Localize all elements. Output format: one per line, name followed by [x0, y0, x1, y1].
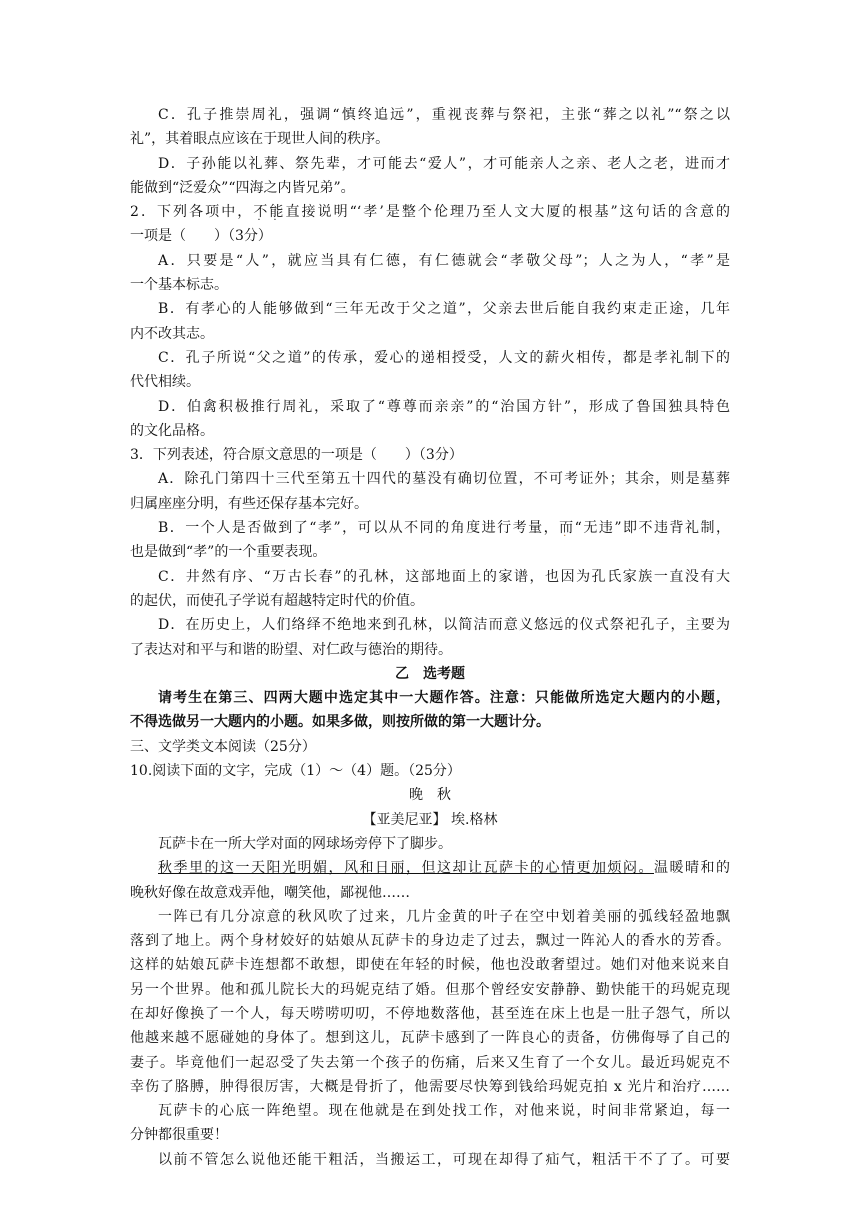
q2-option-b-line1: B．有孝心的人能够做到“三年无改于父之道”，父亲去世后能自我约束走正途，几年 [158, 301, 730, 318]
exam-page [130, 103, 730, 1172]
q3-option-d-line1: D．在历史上，人们络绎不绝地来到孔林，以简洁而意义悠远的仪式祭祀孔子，主要为 [158, 617, 730, 634]
q3-option-c-line1: C．井然有序、“万古长春”的孔林，这部地面上的家谱，也因为孔氏家族一直没有大 [158, 568, 730, 585]
q10-stem: 10.阅读下面的文字，完成（1）～（4）题。（25分） [130, 763, 461, 780]
part3-heading: 三、文学类文本阅读（25分） [130, 738, 316, 755]
section-b-note-line1: 请考生在第三、四两大题中选定其中一大题作答。注意：只能做所选定大题内的小题， [158, 690, 730, 707]
q2-option-d-line2: 的文化品格。 [130, 422, 214, 439]
q3-stem: 3．下列表述，符合原文意思的一项是（ ）（3分） [130, 447, 463, 464]
q2-stem-text: 2．下列各项中， [130, 204, 254, 221]
story-paragraph-3-line7: 妻子。毕竟他们一起忍受了失去第一个孩子的伤痛，后来又生育了一个女儿。最近玛妮克不 [130, 1054, 730, 1071]
story-paragraph-3-line1: 一阵已有几分凉意的秋风吹了过来，几片金黄的叶子在空中划着美丽的弧线轻盈地飘 [158, 908, 730, 925]
story-paragraph-3-line6: 他越来越不愿碰她的身体了。想到这儿，瓦萨卡感到了一阵良心的责备，仿佛侮辱了自己的 [130, 1030, 730, 1047]
underlined-sentence: 秋季里的这一天阳光明媚，风和日丽，但这却让瓦萨卡的心情更加烦闷。 [158, 860, 654, 877]
story-author: 【亚美尼亚】 埃.格林 [362, 811, 498, 828]
q2-stem-line1 [130, 200, 730, 224]
section-b-note-line2: 不得选做另一大题内的小题。如果多做，则按所做的第一大题计分。 [130, 714, 550, 731]
story-paragraph-1: 瓦萨卡在一所大学对面的网球场旁停下了脚步。 [158, 835, 452, 852]
story-paragraph-5-line1: 以前不管怎么说他还能干粗活，当搬运工，可现在却得了疝气，粗活干不了了。可要 [158, 1151, 730, 1168]
story-text: 温暖晴和的 [654, 860, 730, 877]
story-paragraph-4-line2: 分钟都很重要！ [130, 1127, 228, 1144]
story-paragraph-3-line8: 幸伤了胳膊，肿得很厉害，大概是骨折了，他需要尽快筹到钱给玛妮克拍 x 光片和治疗…… [130, 1078, 730, 1095]
section-b-title: 乙 选考题 [395, 665, 465, 682]
q1-option-d-line1: D．子孙能以礼葬、祭先辈，才可能去“爱人”，才可能亲人之亲、老人之老，进而才 [158, 155, 730, 172]
q1-option-d-line2: 能做到“泛爱众”“四海之内皆兄弟”。 [130, 179, 355, 196]
story-paragraph-2-line1 [130, 856, 730, 880]
q3-option-c-line2: 的起伏，而使孔子学说有超越特定时代的价值。 [130, 592, 424, 609]
emphasis-char: 而 [559, 520, 575, 537]
story-paragraph-3-line4: 另一个世界。他和孤儿院长大的玛妮克结了婚。但那个曾经安安静静、勤快能干的玛妮克现 [130, 981, 730, 998]
q3-option-b-text: B．一个人是否做到了“孝”，可以从不同的角度进行考量， [158, 520, 560, 537]
story-paragraph-4-line1: 瓦萨卡的心底一阵绝望。现在他就是在到处找工作，对他来说，时间非常紧迫，每一 [158, 1103, 730, 1120]
q3-option-a-line1: A．除孔门第四十三代至第五十四代的墓没有确切位置，不可考证外；其余，则是墓葬 [158, 471, 730, 488]
q2-stem-text: 直接说明“‘孝’是整个伦理乃至人文大厦的根基”这句话的含意的 [285, 204, 731, 221]
emphasis-char: 不 [253, 204, 270, 221]
q2-option-c-line2: 代代相续。 [130, 374, 200, 391]
story-paragraph-3-line3: 这样的姑娘瓦萨卡连想都不敢想，即使在年轻的时候，他也没敢奢望过。她们对他来说来自 [130, 957, 730, 974]
q3-option-b-line2: 也是做到“孝”的一个重要表现。 [130, 544, 327, 561]
story-paragraph-2-line2: 晚秋好像在故意戏弄他，嘲笑他，鄙视他…… [130, 884, 410, 901]
story-title: 晚 秋 [409, 787, 451, 804]
story-paragraph-3-line2: 落到了地上。两个身材姣好的姑娘从瓦萨卡的身边走了过去，飘过一阵沁人的香水的芳香。 [130, 933, 730, 950]
q2-option-c-line1: C．孔子所说“父之道”的传承，爱心的递相授受，人文的薪火相传，都是孝礼制下的 [158, 349, 730, 366]
q2-option-d-line1: D．伯禽积极推行周礼，采取了“尊尊而亲亲”的“治国方针”，形成了鲁国独具特色 [158, 398, 730, 415]
q2-stem-line2: 一项是（ ）（3分） [130, 228, 272, 245]
q2-option-a-line1: A．只要是“人”，就应当具有仁德，有仁德就会“孝敬父母”；人之为人，“孝”是 [158, 252, 730, 269]
story-paragraph-3-line5: 在却好像换了一个人，每天唠唠叨叨，不停地数落他，甚至连在床上也是一肚子怨气，所以 [130, 1005, 730, 1022]
q3-option-a-line2: 归属座座分明，有些还保存基本完好。 [130, 495, 368, 512]
emphasis-char: 能 [269, 204, 286, 221]
q1-option-c-line1: C．孔子推崇周礼，强调“慎终追远”，重视丧葬与祭祀，主张“葬之以礼”“祭之以 [158, 107, 730, 123]
q3-option-b-line1 [130, 516, 730, 540]
q3-option-d-line2: 了表达对和平与和谐的盼望、对仁政与德治的期待。 [130, 641, 452, 658]
q2-option-a-line2: 一个基本标志。 [130, 277, 228, 294]
q2-option-b-line2: 内不改其志。 [130, 325, 214, 342]
q1-option-c-line2: 礼”，其着眼点应该在于现世人间的秩序。 [130, 131, 390, 148]
q3-option-b-text: “无违”即不违背礼制， [574, 520, 731, 537]
